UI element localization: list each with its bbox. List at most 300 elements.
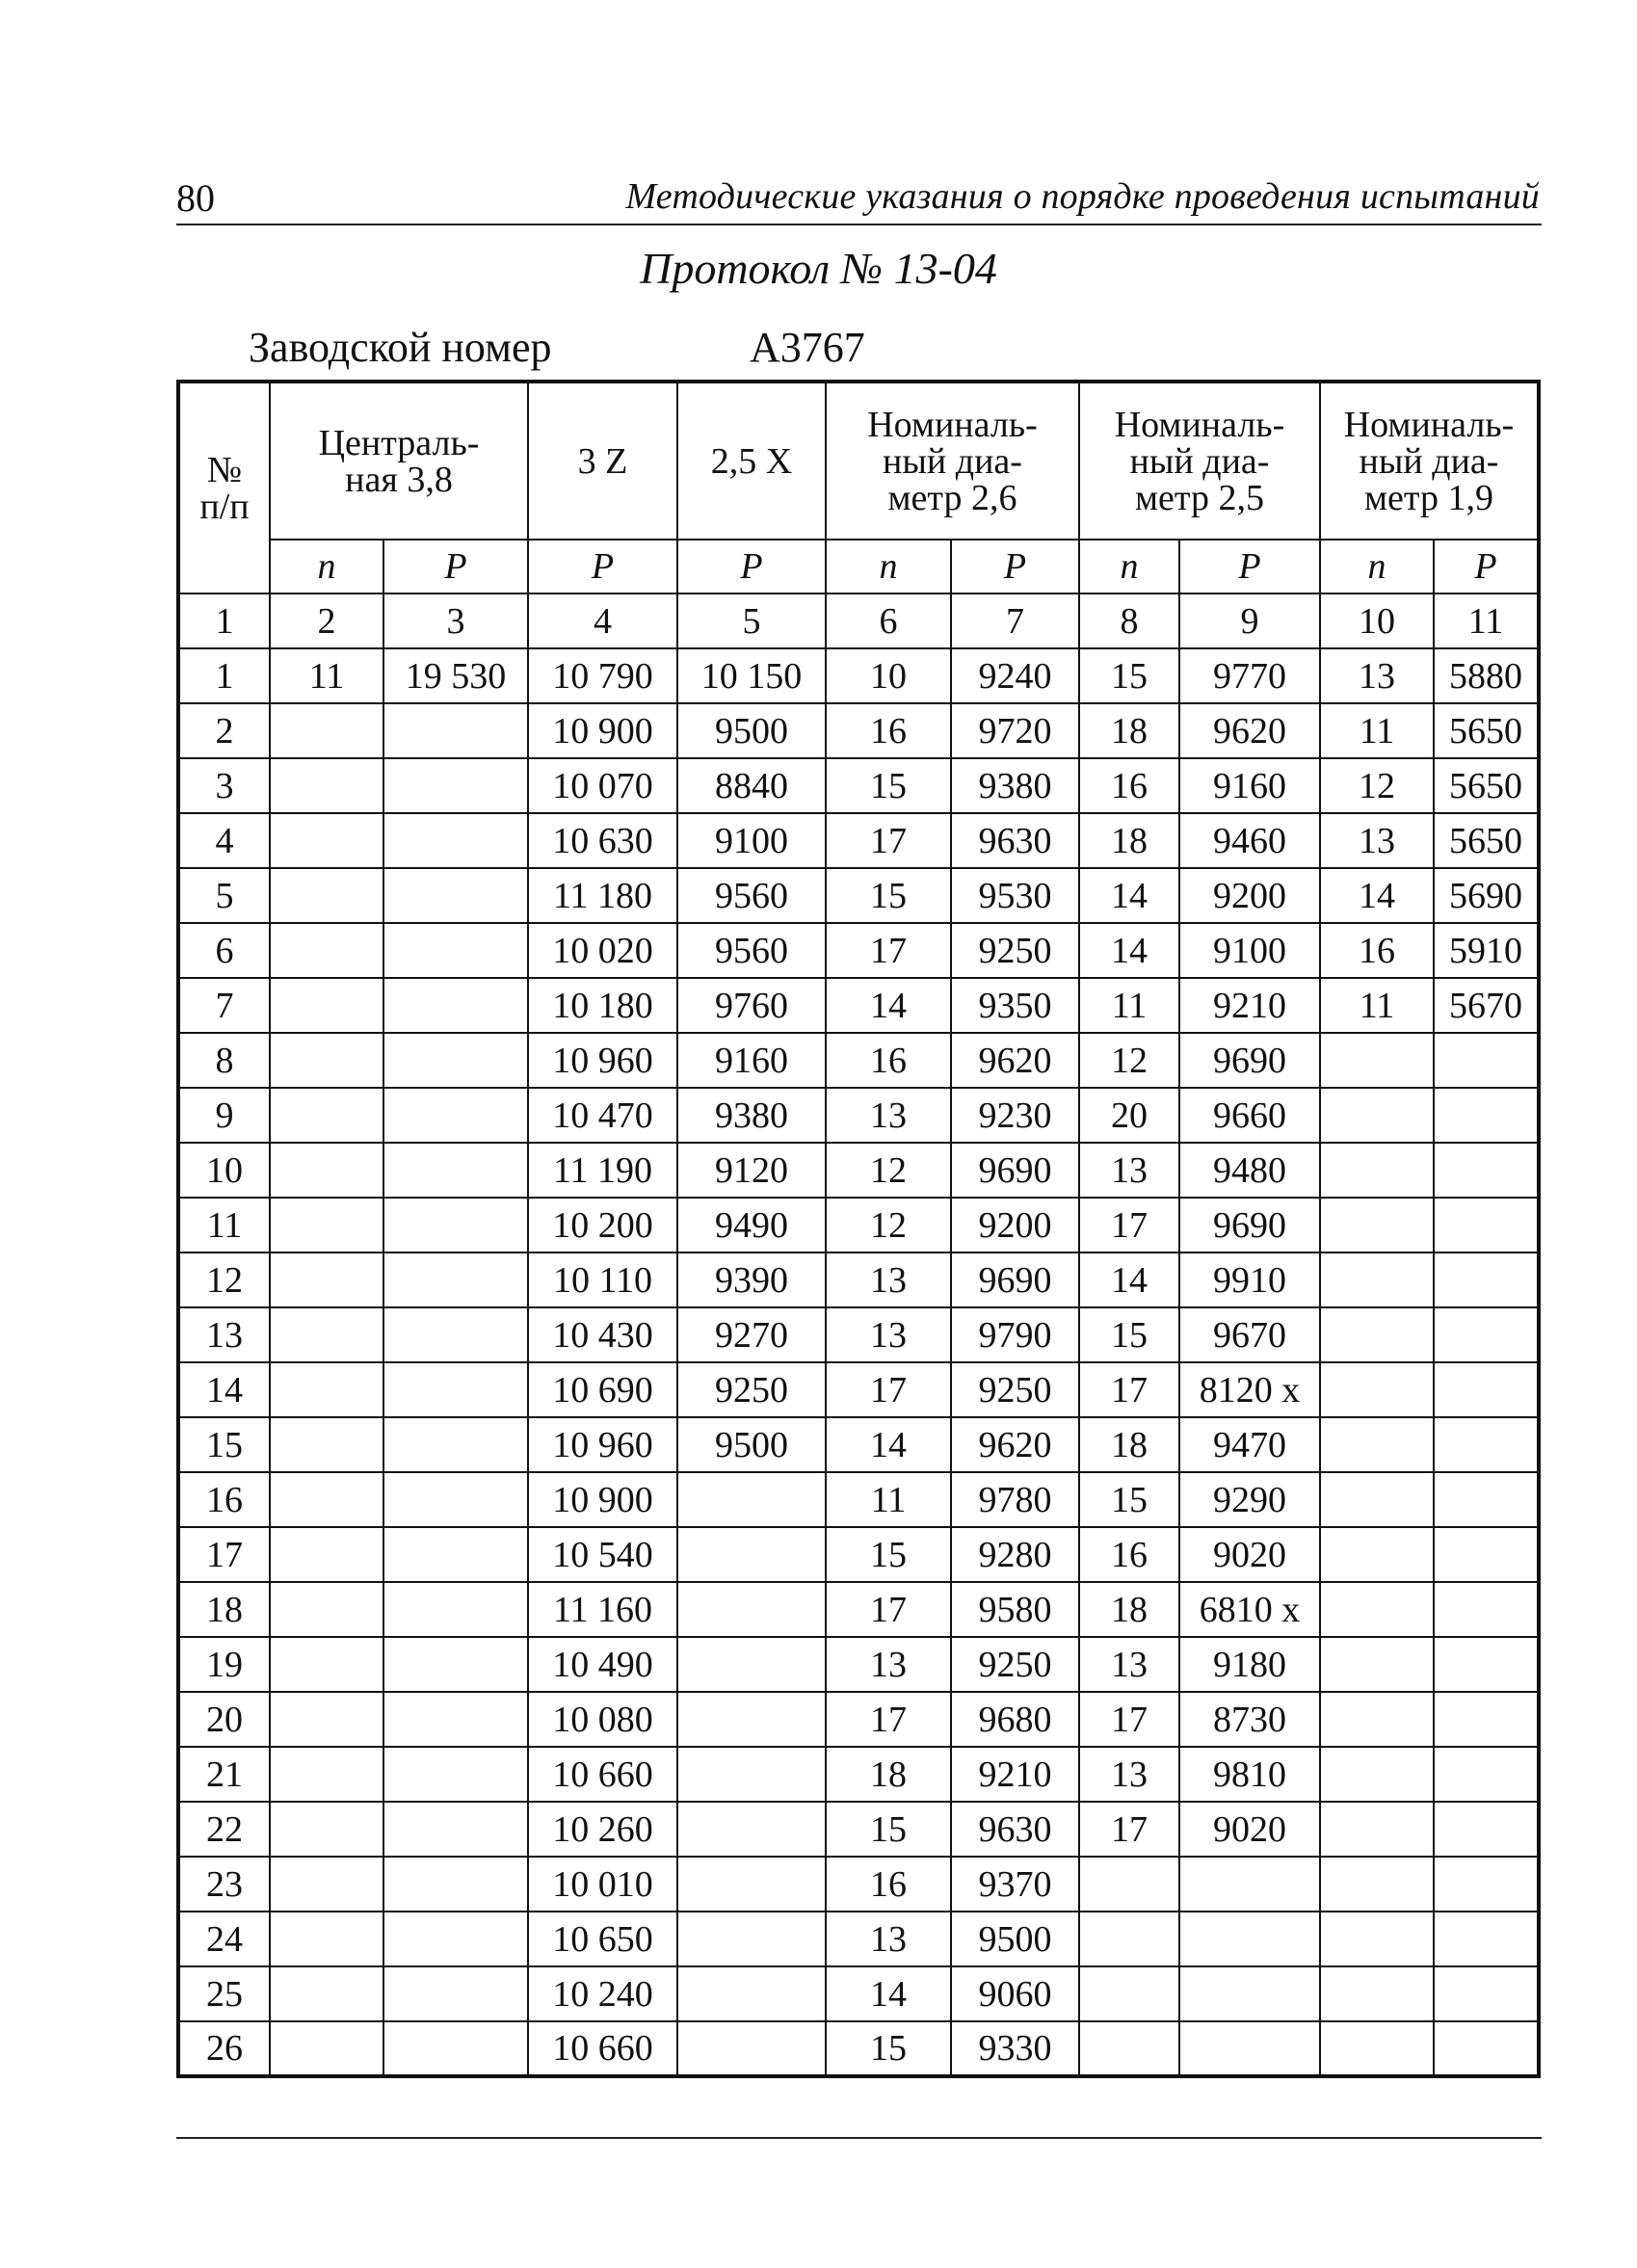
row-index-cell: 1 xyxy=(178,648,270,703)
table-cell xyxy=(1320,1307,1434,1362)
table-cell xyxy=(270,1033,383,1088)
table-cell xyxy=(1320,1033,1434,1088)
table-cell: 9250 xyxy=(951,1362,1079,1417)
table-cell: 5650 xyxy=(1434,813,1539,868)
table-cell: 10 020 xyxy=(528,923,677,978)
table-cell xyxy=(270,2021,383,2076)
table-cell xyxy=(1434,1198,1539,1253)
table-cell: 10 690 xyxy=(528,1362,677,1417)
table-cell: 17 xyxy=(1079,1362,1179,1417)
column-number-cell: 1 xyxy=(178,593,270,648)
header-nominal-2-6: Номиналь- ный диа- метр 2,6 xyxy=(826,382,1079,540)
table-cell xyxy=(383,1307,528,1362)
table-cell: 10 630 xyxy=(528,813,677,868)
table-cell: 16 xyxy=(826,703,951,758)
table-row xyxy=(178,813,1539,868)
table-cell: 9810 xyxy=(1179,1747,1320,1802)
table-cell xyxy=(270,1857,383,1912)
row-index-cell: 13 xyxy=(178,1307,270,1362)
table-cell: 9720 xyxy=(951,703,1079,758)
column-number-cell: 6 xyxy=(826,593,951,648)
table-cell xyxy=(270,1143,383,1198)
header-3z: 3 Z xyxy=(528,382,677,540)
table-cell: 9470 xyxy=(1179,1417,1320,1472)
table-cell: 9530 xyxy=(951,868,1079,923)
table-cell xyxy=(270,1802,383,1857)
table-cell: 10 650 xyxy=(528,1912,677,1966)
table-row xyxy=(178,1088,1539,1143)
table-cell: 15 xyxy=(826,868,951,923)
table-cell: 9670 xyxy=(1179,1307,1320,1362)
row-index-cell: 6 xyxy=(178,923,270,978)
table-cell xyxy=(1434,1747,1539,1802)
table-cell: 9250 xyxy=(951,923,1079,978)
table-cell xyxy=(1079,1857,1179,1912)
row-index-cell: 14 xyxy=(178,1362,270,1417)
table-cell: 18 xyxy=(1079,703,1179,758)
column-number-cell: 10 xyxy=(1320,593,1434,648)
table-cell: 18 xyxy=(1079,813,1179,868)
table-row xyxy=(178,1472,1539,1527)
subheader-cell: P xyxy=(528,540,677,593)
table-cell xyxy=(270,923,383,978)
table-row xyxy=(178,1362,1539,1417)
subheader-cell: n xyxy=(1079,540,1179,593)
table-cell xyxy=(383,813,528,868)
table-cell xyxy=(270,1362,383,1417)
table-cell xyxy=(1320,1198,1434,1253)
table-cell: 9020 xyxy=(1179,1802,1320,1857)
table-cell: 13 xyxy=(1079,1747,1179,1802)
table-cell: 12 xyxy=(826,1198,951,1253)
table-cell xyxy=(1320,1692,1434,1747)
table-cell xyxy=(383,868,528,923)
table-cell: 10 240 xyxy=(528,1966,677,2021)
table-cell xyxy=(1434,1143,1539,1198)
table-cell: 13 xyxy=(826,1912,951,1966)
table-cell xyxy=(270,1417,383,1472)
table-cell: 13 xyxy=(1079,1637,1179,1692)
table-cell: 10 900 xyxy=(528,703,677,758)
subheader-cell: P xyxy=(1434,540,1539,593)
table-cell: 10 900 xyxy=(528,1472,677,1527)
row-index-cell: 12 xyxy=(178,1253,270,1307)
row-index-cell: 7 xyxy=(178,978,270,1033)
table-cell: 14 xyxy=(1079,868,1179,923)
table-cell xyxy=(383,1143,528,1198)
table-cell: 9250 xyxy=(677,1362,826,1417)
row-index-cell: 11 xyxy=(178,1198,270,1253)
protocol-title: Протокол № 13-04 xyxy=(640,244,997,293)
table-cell xyxy=(1320,1966,1434,2021)
table-cell: 16 xyxy=(826,1857,951,1912)
table-cell: 18 xyxy=(1079,1582,1179,1637)
table-cell xyxy=(1320,1747,1434,1802)
table-cell: 5650 xyxy=(1434,703,1539,758)
table-cell: 13 xyxy=(1320,648,1434,703)
table-cell xyxy=(1434,1966,1539,2021)
table-cell xyxy=(270,1912,383,1966)
table-cell xyxy=(270,703,383,758)
table-cell: 10 010 xyxy=(528,1857,677,1912)
table-cell xyxy=(1434,2021,1539,2076)
table-cell: 17 xyxy=(826,1692,951,1747)
table-cell: 12 xyxy=(1320,758,1434,813)
running-title: Методические указания о порядке проведения испытаний xyxy=(625,176,1540,217)
table-row xyxy=(178,1747,1539,1802)
table-cell xyxy=(383,1253,528,1307)
table-cell xyxy=(1320,1253,1434,1307)
table-cell xyxy=(383,2021,528,2076)
table-cell xyxy=(1434,1527,1539,1582)
subheader-cell: P xyxy=(677,540,826,593)
table-cell: 16 xyxy=(1079,758,1179,813)
header-nominal-1-9: Номиналь- ный диа- метр 1,9 xyxy=(1320,382,1539,540)
table-cell xyxy=(270,868,383,923)
row-index-cell: 8 xyxy=(178,1033,270,1088)
table-cell: 12 xyxy=(1079,1033,1179,1088)
table-cell: 15 xyxy=(1079,648,1179,703)
table-row xyxy=(178,1692,1539,1747)
table-cell xyxy=(1320,1143,1434,1198)
table-cell: 17 xyxy=(826,1362,951,1417)
table-cell: 15 xyxy=(1079,1472,1179,1527)
table-cell: 9200 xyxy=(1179,868,1320,923)
table-cell: 10 180 xyxy=(528,978,677,1033)
table-cell xyxy=(1179,1912,1320,1966)
table-cell xyxy=(270,1692,383,1747)
table-cell xyxy=(1179,1966,1320,2021)
table-row xyxy=(178,978,1539,1033)
table-cell: 5910 xyxy=(1434,923,1539,978)
table-cell: 8120 x xyxy=(1179,1362,1320,1417)
table-cell: 9290 xyxy=(1179,1472,1320,1527)
table-cell: 9240 xyxy=(951,648,1079,703)
row-index-cell: 23 xyxy=(178,1857,270,1912)
table-cell xyxy=(1320,1362,1434,1417)
table-cell xyxy=(383,1747,528,1802)
table-cell: 9020 xyxy=(1179,1527,1320,1582)
table-cell xyxy=(677,1582,826,1637)
table-row xyxy=(178,648,1539,703)
table-cell xyxy=(1320,1802,1434,1857)
table-cell: 9280 xyxy=(951,1527,1079,1582)
table-cell: 17 xyxy=(826,923,951,978)
table-cell: 18 xyxy=(1079,1417,1179,1472)
table-cell: 15 xyxy=(826,758,951,813)
table-cell: 9100 xyxy=(677,813,826,868)
table-row xyxy=(178,1802,1539,1857)
table-cell: 11 160 xyxy=(528,1582,677,1637)
table-cell: 9560 xyxy=(677,923,826,978)
table-cell: 9620 xyxy=(951,1417,1079,1472)
table-cell xyxy=(1320,1637,1434,1692)
table-row xyxy=(178,1527,1539,1582)
serial-number-value: А3767 xyxy=(750,324,865,371)
table-cell xyxy=(1434,1582,1539,1637)
table-cell xyxy=(677,1692,826,1747)
table-cell xyxy=(383,1417,528,1472)
table-cell: 5690 xyxy=(1434,868,1539,923)
table-cell xyxy=(270,1527,383,1582)
table-cell xyxy=(1434,1253,1539,1307)
row-index-cell: 19 xyxy=(178,1637,270,1692)
table-cell: 14 xyxy=(1079,1253,1179,1307)
table-cell: 13 xyxy=(826,1253,951,1307)
table-cell xyxy=(383,1033,528,1088)
table-cell: 13 xyxy=(826,1637,951,1692)
table-cell xyxy=(383,1966,528,2021)
table-cell xyxy=(270,1582,383,1637)
table-cell: 17 xyxy=(1079,1802,1179,1857)
row-index-cell: 22 xyxy=(178,1802,270,1857)
table-cell: 9760 xyxy=(677,978,826,1033)
bottom-rule xyxy=(176,2137,1542,2139)
table-cell: 10 080 xyxy=(528,1692,677,1747)
table-cell xyxy=(677,1637,826,1692)
table-cell xyxy=(1434,1692,1539,1747)
table-cell: 16 xyxy=(826,1033,951,1088)
table-cell: 15 xyxy=(826,1802,951,1857)
page-number: 80 xyxy=(176,176,215,220)
table-cell xyxy=(270,1472,383,1527)
table-row xyxy=(178,1307,1539,1362)
table-cell: 16 xyxy=(1320,923,1434,978)
table-cell xyxy=(1320,2021,1434,2076)
table-row xyxy=(178,1143,1539,1198)
table-cell xyxy=(1434,1802,1539,1857)
table-cell xyxy=(1434,1912,1539,1966)
row-index-cell: 10 xyxy=(178,1143,270,1198)
table-cell xyxy=(1179,2021,1320,2076)
table-cell: 15 xyxy=(826,2021,951,2076)
table-cell xyxy=(383,923,528,978)
table-cell: 9270 xyxy=(677,1307,826,1362)
table-row xyxy=(178,1966,1539,2021)
table-cell: 17 xyxy=(826,813,951,868)
table-cell: 11 xyxy=(826,1472,951,1527)
table-cell: 9210 xyxy=(951,1747,1079,1802)
table-cell: 9230 xyxy=(951,1088,1079,1143)
table-cell: 9060 xyxy=(951,1966,1079,2021)
table-cell: 17 xyxy=(826,1582,951,1637)
table-cell xyxy=(1434,1033,1539,1088)
table-cell: 5650 xyxy=(1434,758,1539,813)
table-cell: 11 180 xyxy=(528,868,677,923)
table-cell: 9160 xyxy=(1179,758,1320,813)
table-cell: 20 xyxy=(1079,1088,1179,1143)
table-cell xyxy=(677,1912,826,1966)
table-cell xyxy=(383,1802,528,1857)
table-cell: 9120 xyxy=(677,1143,826,1198)
table-row xyxy=(178,923,1539,978)
table-cell: 19 530 xyxy=(383,648,528,703)
table-cell xyxy=(677,2021,826,2076)
row-index-cell: 24 xyxy=(178,1912,270,1966)
table-cell: 14 xyxy=(826,1966,951,2021)
table-cell xyxy=(1320,1582,1434,1637)
subheader-row xyxy=(178,540,1539,593)
table-cell: 10 430 xyxy=(528,1307,677,1362)
table-row xyxy=(178,1198,1539,1253)
column-number-cell: 3 xyxy=(383,593,528,648)
table-cell: 9250 xyxy=(951,1637,1079,1692)
table-cell xyxy=(1079,2021,1179,2076)
table-cell xyxy=(1079,1912,1179,1966)
table-cell xyxy=(383,758,528,813)
table-cell xyxy=(383,978,528,1033)
table-cell xyxy=(1320,1472,1434,1527)
subheader-cell: P xyxy=(383,540,528,593)
table-cell: 13 xyxy=(1320,813,1434,868)
table-cell: 13 xyxy=(826,1307,951,1362)
table-cell xyxy=(1320,1088,1434,1143)
column-number-cell: 7 xyxy=(951,593,1079,648)
table-cell xyxy=(1320,1857,1434,1912)
table-cell: 9690 xyxy=(1179,1198,1320,1253)
table-cell xyxy=(677,1857,826,1912)
table-cell xyxy=(270,1637,383,1692)
table-cell xyxy=(383,1088,528,1143)
table-cell: 8840 xyxy=(677,758,826,813)
table-cell xyxy=(383,1637,528,1692)
table-cell: 9630 xyxy=(951,813,1079,868)
table-cell: 6810 x xyxy=(1179,1582,1320,1637)
table-cell: 9390 xyxy=(677,1253,826,1307)
subheader-cell: n xyxy=(270,540,383,593)
table-cell xyxy=(270,1307,383,1362)
table-cell: 10 790 xyxy=(528,648,677,703)
row-index-cell: 20 xyxy=(178,1692,270,1747)
table-cell xyxy=(1434,1088,1539,1143)
table-cell xyxy=(270,1088,383,1143)
table-cell: 13 xyxy=(826,1088,951,1143)
table-cell: 11 xyxy=(1079,978,1179,1033)
table-cell xyxy=(383,1692,528,1747)
table-cell: 10 490 xyxy=(528,1637,677,1692)
table-row xyxy=(178,868,1539,923)
table-cell xyxy=(1434,1472,1539,1527)
table-row xyxy=(178,1637,1539,1692)
table-cell: 9680 xyxy=(951,1692,1079,1747)
table-cell xyxy=(677,1966,826,2021)
row-index-cell: 16 xyxy=(178,1472,270,1527)
table-cell: 10 260 xyxy=(528,1802,677,1857)
column-number-cell: 4 xyxy=(528,593,677,648)
table-cell xyxy=(1434,1307,1539,1362)
table-row xyxy=(178,2021,1539,2076)
table-cell: 17 xyxy=(1079,1198,1179,1253)
table-cell xyxy=(383,1857,528,1912)
table-row xyxy=(178,1582,1539,1637)
table-cell xyxy=(1434,1637,1539,1692)
table-cell xyxy=(1320,1527,1434,1582)
subheader-cell: n xyxy=(826,540,951,593)
table-cell: 9370 xyxy=(951,1857,1079,1912)
row-index-cell: 17 xyxy=(178,1527,270,1582)
table-cell: 9200 xyxy=(951,1198,1079,1253)
table-cell: 14 xyxy=(1320,868,1434,923)
serial-number-label: Заводской номер xyxy=(249,324,552,371)
table-cell: 14 xyxy=(826,978,951,1033)
row-index-cell: 25 xyxy=(178,1966,270,2021)
table-cell xyxy=(383,703,528,758)
subheader-cell: P xyxy=(951,540,1079,593)
table-cell: 18 xyxy=(826,1747,951,1802)
table-cell: 9380 xyxy=(677,1088,826,1143)
table-cell: 13 xyxy=(1079,1143,1179,1198)
table-cell: 9180 xyxy=(1179,1637,1320,1692)
table-cell: 14 xyxy=(1079,923,1179,978)
table-cell: 10 070 xyxy=(528,758,677,813)
column-number-cell: 5 xyxy=(677,593,826,648)
table-cell: 5880 xyxy=(1434,648,1539,703)
table-cell xyxy=(1434,1857,1539,1912)
table-cell xyxy=(383,1527,528,1582)
table-cell xyxy=(383,1198,528,1253)
table-cell xyxy=(270,813,383,868)
table-cell: 10 470 xyxy=(528,1088,677,1143)
table-cell: 10 960 xyxy=(528,1417,677,1472)
column-number-cell: 11 xyxy=(1434,593,1539,648)
table-cell: 9910 xyxy=(1179,1253,1320,1307)
table-cell: 9620 xyxy=(951,1033,1079,1088)
running-header xyxy=(176,173,1542,225)
table-cell: 9500 xyxy=(677,1417,826,1472)
table-row xyxy=(178,1417,1539,1472)
table-cell: 15 xyxy=(826,1527,951,1582)
row-index-cell: 5 xyxy=(178,868,270,923)
table-cell: 9580 xyxy=(951,1582,1079,1637)
row-index-cell: 26 xyxy=(178,2021,270,2076)
table-cell: 10 660 xyxy=(528,1747,677,1802)
table-row xyxy=(178,758,1539,813)
table-row xyxy=(178,1857,1539,1912)
subheader-cell: P xyxy=(1179,540,1320,593)
table-cell: 11 xyxy=(1320,978,1434,1033)
table-cell xyxy=(1320,1417,1434,1472)
row-index-cell: 18 xyxy=(178,1582,270,1637)
header-nominal-2-5: Номиналь- ный диа- метр 2,5 xyxy=(1079,382,1320,540)
table-row xyxy=(178,703,1539,758)
table-cell xyxy=(270,1966,383,2021)
table-cell: 12 xyxy=(826,1143,951,1198)
protocol-table xyxy=(176,380,1541,2078)
table-cell: 10 540 xyxy=(528,1527,677,1582)
table-cell xyxy=(677,1472,826,1527)
table-cell: 14 xyxy=(826,1417,951,1472)
table-cell: 10 200 xyxy=(528,1198,677,1253)
table-cell: 9480 xyxy=(1179,1143,1320,1198)
table-cell xyxy=(383,1472,528,1527)
header-central: Централь- ная 3,8 xyxy=(270,382,528,540)
table-cell: 16 xyxy=(1079,1527,1179,1582)
table-cell: 9500 xyxy=(677,703,826,758)
table-cell: 8730 xyxy=(1179,1692,1320,1747)
table-cell: 9690 xyxy=(1179,1033,1320,1088)
table-cell: 9500 xyxy=(951,1912,1079,1966)
column-number-row xyxy=(178,593,1539,648)
table-cell: 10 660 xyxy=(528,2021,677,2076)
row-index-cell: 4 xyxy=(178,813,270,868)
table-cell: 9160 xyxy=(677,1033,826,1088)
table-cell xyxy=(383,1912,528,1966)
table-cell: 10 960 xyxy=(528,1033,677,1088)
table-body xyxy=(178,648,1539,2076)
row-index-cell: 21 xyxy=(178,1747,270,1802)
row-index-cell: 9 xyxy=(178,1088,270,1143)
table-row xyxy=(178,1033,1539,1088)
